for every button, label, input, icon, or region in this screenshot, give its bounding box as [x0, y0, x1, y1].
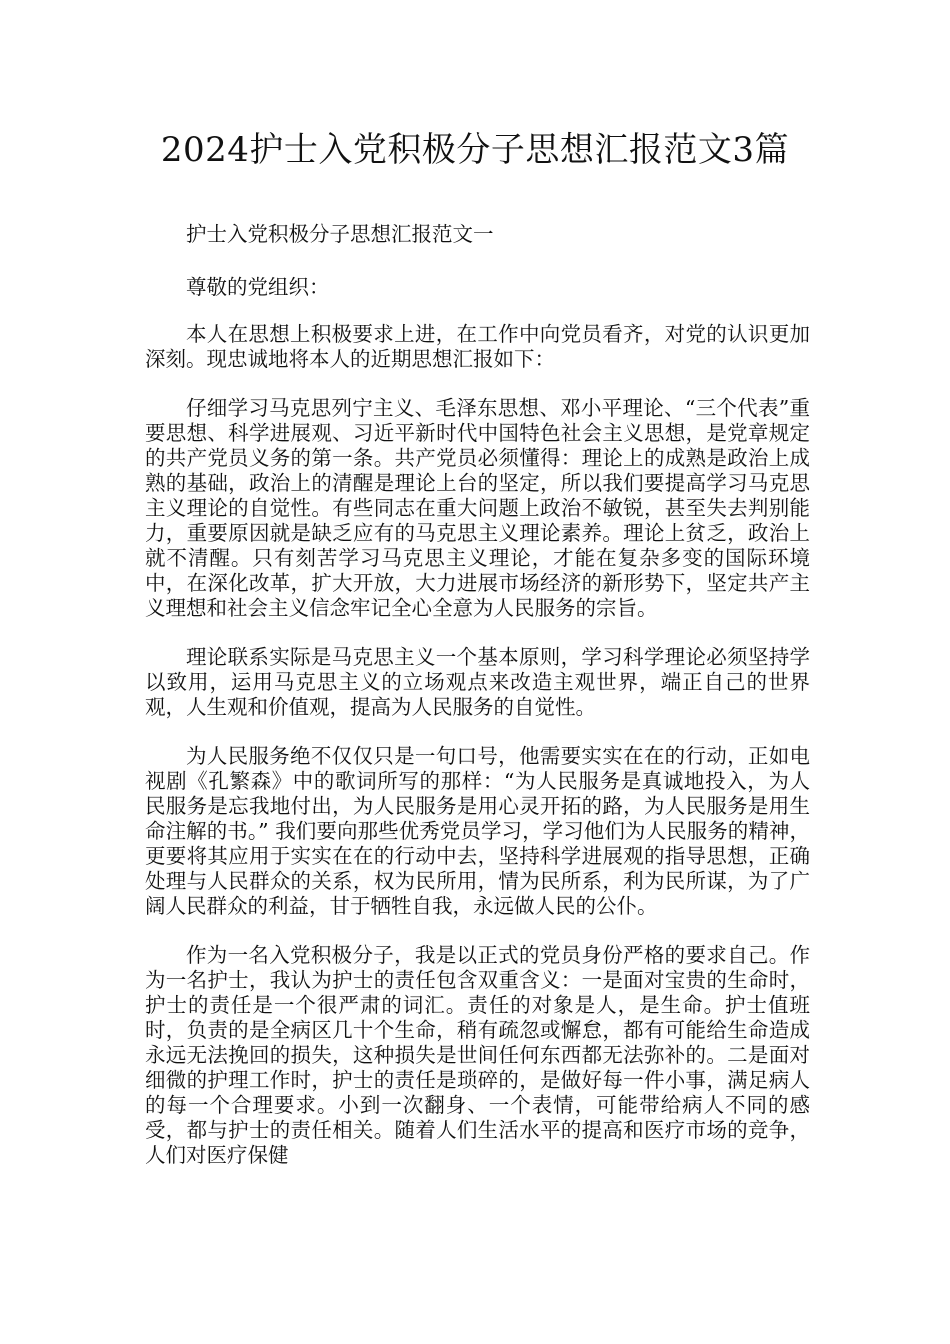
- document-title: 2024护士入党积极分子思想汇报范文3篇: [160, 130, 790, 170]
- paragraph-2: 仔细学习马克思列宁主义、毛泽东思想、邓小平理论、“三个代表”重要思想、科学进展观、习近平新时代中国特色社会主义思想，是党章规定的共产党员义务的第一条。共产党员必须懂得：理论上的成熟是政治上成熟的基础，政治上的清醒是理论上台的坚定，所以我们要提高学习马克思主义理论的自觉性。有些同志在重大问题上政治不敏锐，甚至失去判别能力，重要原因就是缺乏应有的马克思主义理论素养。理论上贫乏，政治上就不清醒。只有刻苦学习马克思主义理论，才能在复杂多变的国际环境中，在深化改革，扩大开放，大力进展市场经济的新形势下，坚定共产主义理想和社会主义信念牢记全心全意为人民服务的宗旨。: [145, 396, 810, 620]
- salutation: 尊敬的党组织：: [186, 275, 330, 299]
- paragraph-1: 本人在思想上积极要求上进，在工作中向党员看齐，对党的认识更加深刻。现忠诚地将本人的近期思想汇报如下：: [145, 322, 810, 371]
- paragraph-4: 为人民服务绝不仅仅只是一句口号，他需要实实在在的行动，正如电视剧《孔繁森》中的歌词所写的那样：“为人民服务是真诚地投入，为人民服务是忘我地付出，为人民服务是用心灵开拓的路，为人民服务是用生命注解的书。” 我们要向那些优秀党员学习，学习他们为人民服务的精神，更要将其应用于实实在在的行动中去，坚持科学进展观的指导思想，正确处理与人民群众的关系，权为民所用，情为民所系，利为民所谋，为了广阔人民群众的利益，甘于牺牲自我，永远做人民的公仆。: [145, 744, 810, 918]
- document-body: [145, 222, 810, 1192]
- paragraph-5: 作为一名入党积极分子，我是以正式的党员身份严格的要求自己。作为一名护士，我认为护士的责任包含双重含义：一是面对宝贵的生命时，护士的责任是一个很严肃的词汇。责任的对象是人，是生命。护士值班时，负责的是全病区几十个生命，稍有疏忽或懈怠，都有可能给生命造成永远无法挽回的损失，这种损失是世间任何东西都无法弥补的。二是面对细微的护理工作时，护士的责任是琐碎的，是做好每一件小事，满足病人的每一个合理要求。小到一次翻身、一个表情，可能带给病人不同的感受，都与护士的责任相关。随着人们生活水平的提高和医疗市场的竞争，人们对医疗保健: [145, 943, 810, 1167]
- section-heading: 护士入党积极分子思想汇报范文一: [186, 222, 494, 246]
- paragraph-3: 理论联系实际是马克思主义一个基本原则，学习科学理论必须坚持学以致用，运用马克思主义的立场观点来改造主观世界，端正自己的世界观，人生观和价值观，提高为人民服务的自觉性。: [145, 645, 810, 719]
